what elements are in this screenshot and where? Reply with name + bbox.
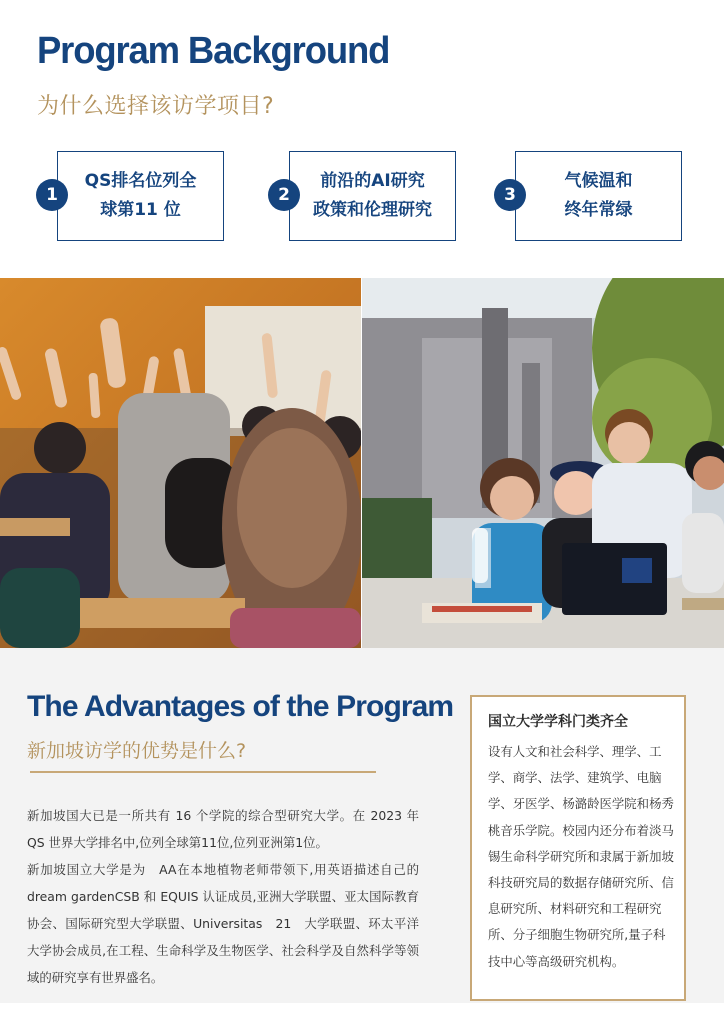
photo-strip bbox=[0, 278, 724, 648]
advantages-paragraph: 新加坡国立大学是为 AA在本地植物老师带领下,用英语描述自己的 dream gardenCSB 和 EQUIS 认证成员,亚洲大学联盟、亚太国际教育协会、国际研究型大学联盟、Universitas 21 大学联盟、环太平洋大学协会成员,在工程、生命科学及生物医学、社会科学及自然科学等领域的研究享有世界盛名。 bbox=[27, 862, 419, 985]
advantages-subtitle: 新加坡访学的优势是什么? bbox=[27, 740, 247, 762]
page-title: Program Background bbox=[37, 30, 390, 72]
advantages-title: The Advantages of the Program bbox=[27, 690, 454, 723]
feature-3 bbox=[494, 151, 684, 242]
footer-margin bbox=[0, 1003, 724, 1024]
feature-box bbox=[515, 151, 682, 241]
feature-line: 球第11 位 bbox=[100, 200, 181, 220]
gold-divider bbox=[30, 771, 376, 773]
sidebar-box bbox=[470, 695, 686, 1001]
feature-box bbox=[57, 151, 224, 241]
feature-line: 政策和伦理研究 bbox=[313, 200, 432, 220]
feature-number-badge: 1 bbox=[36, 179, 68, 211]
feature-line: QS排名位列全 bbox=[84, 171, 197, 191]
classroom-photo bbox=[0, 278, 361, 648]
feature-box bbox=[289, 151, 456, 241]
advantages-body bbox=[27, 802, 419, 991]
advantages-paragraph: 新加坡国大已是一所共有 16 个学院的综合型研究大学。在 2023 年 QS 世界大学排名中,位列全球第11位,位列亚洲第1位。 bbox=[27, 808, 419, 850]
sidebar-body: 设有人文和社会科学、理学、工学、商学、法学、建筑学、电脑学、牙医学、杨潞龄医学院和杨秀桃音乐学院。校园内还分布着淡马锡生命科学研究所和隶属于新加坡科技研究局的数据存储研究所、信息研究所、材料研究和工程研究所、分子细胞生物研究所,量子科技中心等高级研究机构。 bbox=[488, 744, 674, 969]
feature-number-badge: 2 bbox=[268, 179, 300, 211]
page-subtitle: 为什么选择该访学项目? bbox=[37, 94, 275, 119]
feature-number-badge: 3 bbox=[494, 179, 526, 211]
sidebar-title: 国立大学学科门类齐全 bbox=[488, 714, 628, 730]
feature-2 bbox=[268, 151, 458, 242]
feature-line: 终年常绿 bbox=[564, 200, 633, 220]
feature-line: 前沿的AI研究 bbox=[320, 171, 425, 191]
feature-1 bbox=[36, 151, 226, 242]
feature-line: 气候温和 bbox=[564, 171, 633, 191]
students-laptop-photo bbox=[362, 278, 724, 648]
